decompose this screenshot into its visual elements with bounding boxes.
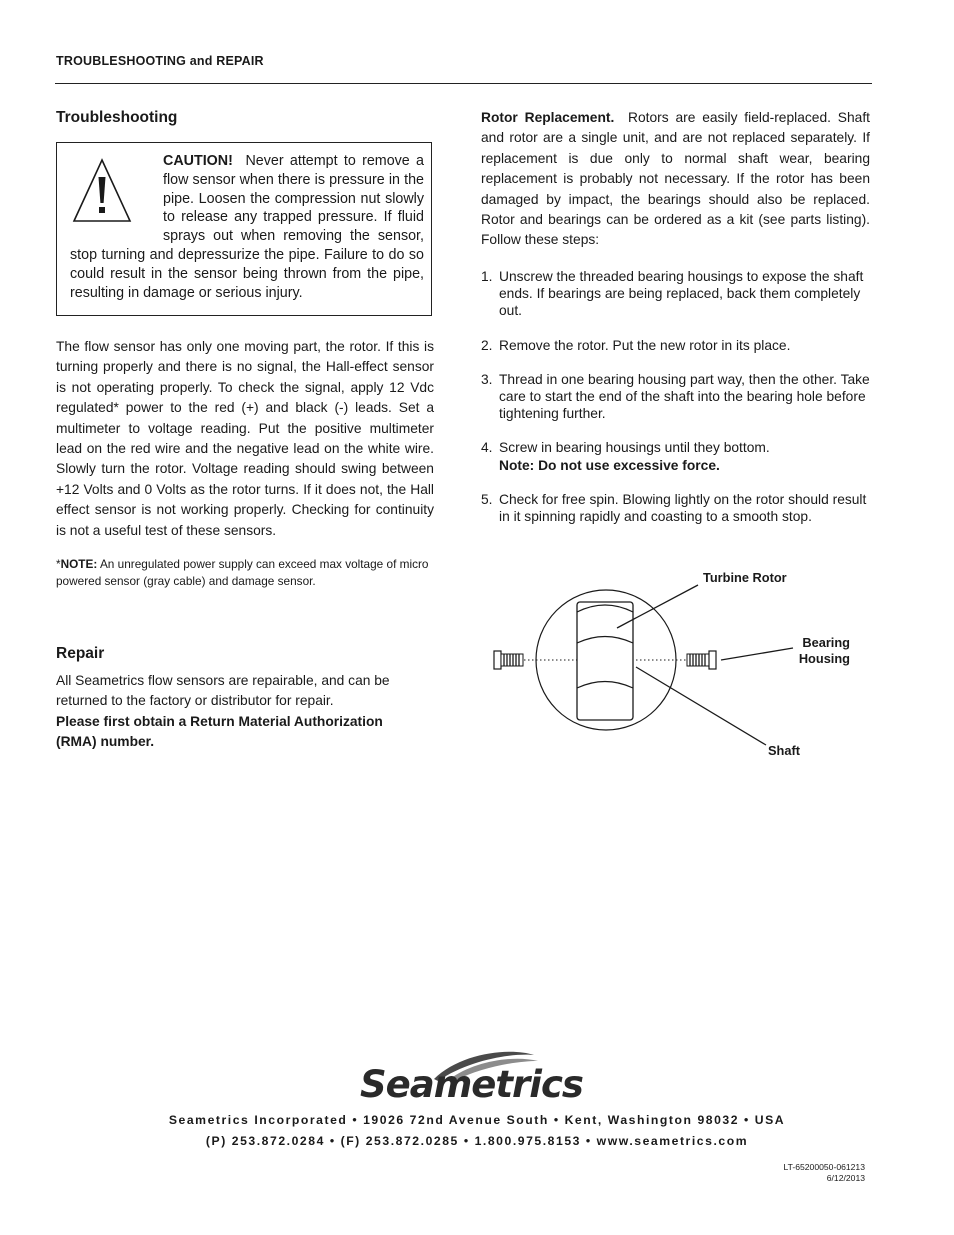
step-number: 4. bbox=[481, 440, 493, 456]
step-number: 2. bbox=[481, 337, 493, 353]
step-number: 3. bbox=[481, 371, 493, 387]
caution-text bbox=[70, 152, 424, 302]
shaft-label: Shaft bbox=[768, 743, 800, 758]
step-text: Remove the rotor. Put the new rotor in its place. bbox=[499, 337, 791, 353]
troubleshooting-paragraph: The flow sensor has only one moving part, the rotor. If this is turning properly and there is no signal, the Hall-effect sensor is not operating properly. To check the signal, apply 12 Vdc regulated* power to the red (+) and black (-) leads. Set a multimeter to voltage reading. Put the positive multimeter lead on the red wire and the negative lead on the white wire. Slowly turn the rotor. Voltage reading should swing between +12 Volts and 0 Volts as the rotor turns. If it does not, the Hall effect sensor is not working properly. Checking for continuity is not a useful test of these sensors. bbox=[56, 339, 434, 538]
caution-label: CAUTION! bbox=[163, 153, 233, 169]
doc-code: LT-65200050-061213 bbox=[783, 1162, 865, 1172]
bearing-label-line1: Bearing bbox=[802, 635, 850, 650]
step-item bbox=[481, 439, 871, 473]
section-header: TROUBLESHOOTING and REPAIR bbox=[56, 54, 264, 68]
turbine-rotor-label: Turbine Rotor bbox=[703, 570, 787, 585]
bearing-housing-label bbox=[774, 635, 850, 667]
caution-box bbox=[56, 142, 432, 316]
document-code bbox=[783, 1162, 865, 1184]
rma-text: Please first obtain a Return Material Authorization (RMA) number. bbox=[56, 713, 383, 750]
left-bearing-housing bbox=[494, 651, 523, 669]
power-note bbox=[56, 556, 436, 589]
header-rule bbox=[55, 83, 872, 84]
step-number: 5. bbox=[481, 491, 493, 507]
repair-section bbox=[56, 671, 426, 753]
step-text: Unscrew the threaded bearing housings to expose the shaft ends. If bearings are being replaced, back them completely out. bbox=[499, 269, 864, 319]
step-number: 1. bbox=[481, 269, 493, 284]
step-note: Note: Do not use excessive force. bbox=[499, 457, 720, 473]
step-text: Check for free spin. Blowing lightly on the rotor should result in it spinning rapidly and coasting to a smooth stop. bbox=[499, 491, 867, 525]
repair-text: All Seametrics flow sensors are repairable, and can be returned to the factory or distributor for repair. bbox=[56, 673, 390, 709]
right-bearing-housing bbox=[687, 651, 716, 669]
step-item bbox=[481, 337, 871, 354]
footer-address: Seametrics Incorporated • 19026 72nd Avenue South • Kent, Washington 98032 • USA bbox=[168, 1113, 786, 1127]
rotor-replacement-text: Rotors are easily field-replaced. Shaft and rotor are a single unit, and are not replaced separately. If replacement is due only to normal shaft wear, bearing replacement is probably not necessary. If the rotor has been damaged by impact, the bearings should also be replaced. Rotor and bearings can be ordered as a kit (see parts listing). Follow these steps: bbox=[481, 110, 871, 248]
rotor-replacement-label: Rotor Replacement. bbox=[481, 110, 615, 125]
seametrics-logo: Seametrics bbox=[360, 1063, 583, 1106]
troubleshooting-heading: Troubleshooting bbox=[56, 109, 178, 126]
step-item bbox=[481, 268, 871, 320]
rotor-replacement-intro bbox=[481, 108, 870, 251]
shaft-leader bbox=[636, 667, 766, 745]
note-label: NOTE: bbox=[60, 557, 98, 571]
step-text: Screw in bearing housings until they bottom. bbox=[499, 440, 770, 456]
repair-heading: Repair bbox=[56, 645, 105, 662]
caution-body: Never attempt to remove a flow sensor when there is pressure in the pipe. Loosen the compression nut slowly to release any trapped pressure. If fluid sprays out when removing the sensor, stop turning and depressurize the pipe. Failure to do so could result in the sensor being thrown from the pipe, resulting in damage or serious injury. bbox=[70, 153, 424, 301]
step-item bbox=[481, 371, 871, 423]
replacement-steps bbox=[481, 268, 871, 542]
turbine-rotor-shape bbox=[577, 602, 633, 720]
note-text: An unregulated power supply can exceed max voltage of micro powered sensor (gray cable) and damage sensor. bbox=[56, 557, 429, 588]
footer-contact: (P) 253.872.0284 • (F) 253.872.0285 • 1.800.975.8153 • www.seametrics.com bbox=[205, 1134, 749, 1148]
bearing-label-line2: Housing bbox=[798, 651, 850, 666]
note-prefix: * bbox=[56, 557, 61, 571]
doc-date: 6/12/2013 bbox=[826, 1173, 865, 1183]
step-item bbox=[481, 491, 871, 525]
step-text: Thread in one bearing housing part way, then the other. Take care to start the end of the shaft into the bearing hole before tightening further. bbox=[499, 371, 870, 422]
